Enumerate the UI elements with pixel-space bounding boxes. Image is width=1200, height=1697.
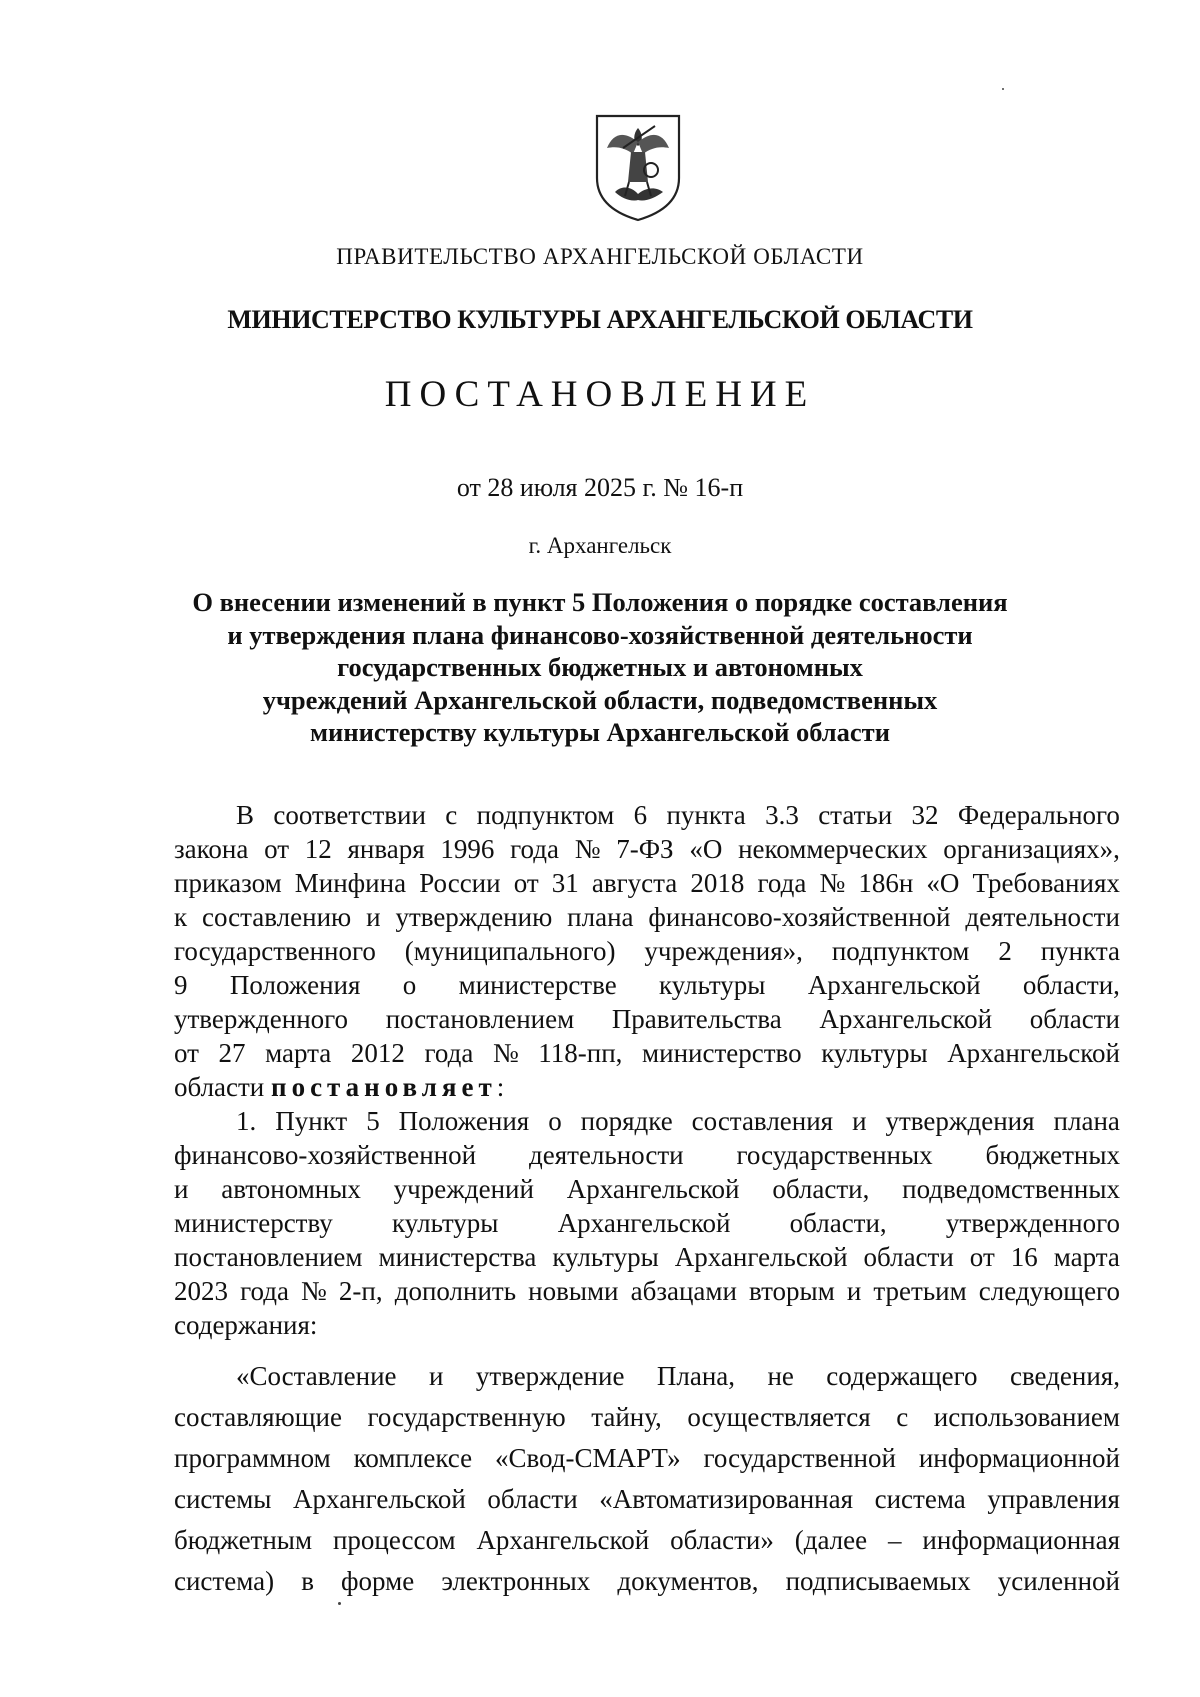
text-line [174,968,1120,1002]
word: процессом [332,1525,456,1555]
word: марта [265,1038,332,1068]
word: области [863,1242,954,1272]
item-1-paragraph [174,1104,1120,1342]
word: форме [341,1566,415,1596]
text-line [174,1104,1120,1138]
word: финансово-хозяйственной [174,1140,477,1170]
word: следующего [978,1276,1120,1306]
word: приказом [174,868,282,898]
text-line [174,1561,1120,1602]
word: сведения, [1009,1361,1120,1391]
word: от [264,834,290,864]
word: 2012 [350,1038,405,1068]
word: 2018 [690,868,745,898]
word: 9 [174,970,188,1000]
word: области» [670,1525,774,1555]
word: министерству [174,1208,333,1238]
preamble-paragraph [174,798,1120,1104]
word: года [240,1276,289,1306]
word: Требованиях [972,868,1120,898]
word: финансово-хозяйственной [648,902,951,932]
text-line [174,900,1120,934]
word: управления [987,1484,1120,1514]
word: составлению [202,902,352,932]
word: программном [174,1443,331,1473]
word: министерстве [458,970,617,1000]
word: России [419,868,501,898]
word: использованием [933,1402,1120,1432]
word: Положения [398,1106,530,1136]
coat-of-arms-emblem [593,112,683,224]
text-line [174,1274,1120,1308]
word: Архангельской [947,1038,1120,1068]
word: 7-ФЗ [616,834,674,864]
text-line [174,1138,1120,1172]
resolves-colon: : [496,1072,505,1102]
word: от [969,1242,995,1272]
word: области, [1022,970,1120,1000]
word: культуры [552,1242,659,1272]
scan-speck [1002,88,1004,90]
word: 186н [858,868,914,898]
word: комплексе [353,1443,473,1473]
word: составляющие [174,1402,342,1432]
word: 31 [551,868,579,898]
word: «Автоматизированная [599,1484,854,1514]
word: составления [691,1106,834,1136]
word: подписываемых [785,1566,971,1596]
word: культуры [821,1038,928,1068]
word: культуры [392,1208,499,1238]
text-line [174,1172,1120,1206]
title-line: государственных бюджетных и автономных [337,652,863,682]
word: 2-п, [338,1276,383,1306]
government-name: ПРАВИТЕЛЬСТВО АРХАНГЕЛЬСКОЙ ОБЛАСТИ [336,244,864,269]
word: Архангельской [557,1208,731,1238]
word: утверждения [885,1106,1035,1136]
word: государственной [703,1443,896,1473]
title-line: О внесении изменений в пункт 5 Положения о порядке составления [192,587,1008,617]
word: от [513,868,539,898]
word: января [347,834,425,864]
word: в [301,1566,314,1596]
word: № [492,1038,519,1068]
word: и [852,1106,867,1136]
word: Архангельской [819,1004,993,1034]
word: № [301,1276,327,1306]
word: Архангельской [566,1174,740,1204]
word: некоммерческих [738,834,928,864]
word: организациях», [943,834,1120,864]
word: информационная [922,1525,1120,1555]
word: постановлением [174,1242,363,1272]
word: третьим [873,1276,967,1306]
text-line-last: содержания: [174,1310,318,1340]
word: Положения [229,970,361,1000]
document-body [174,798,1120,1602]
text-line [174,1002,1120,1036]
word: «Свод-СМАРТ» [494,1443,681,1473]
text-line [174,1356,1120,1397]
word: марта [1053,1242,1120,1272]
word: 5 [366,1106,380,1136]
word: от [174,1038,199,1068]
text-line [174,934,1120,968]
preamble-last-word: области [174,1072,265,1102]
word: августа [591,868,678,898]
word: с [445,800,458,830]
word: 27 [218,1038,246,1068]
word: 1996 [440,834,495,864]
word: 2023 [174,1276,228,1306]
word: статьи [818,800,893,830]
word: постановлением [385,1004,575,1034]
word: (далее [794,1525,868,1555]
word: плана [567,902,634,932]
word: не [767,1361,794,1391]
city: г. Архангельск [528,533,672,558]
word: года [424,1038,474,1068]
word: министерства [378,1242,537,1272]
text-line [174,1036,1120,1070]
word: и [846,1276,862,1306]
quoted-paragraph [174,1356,1120,1602]
text-line [174,1240,1120,1274]
word: бюджетным [174,1525,313,1555]
word: государственного [174,936,376,966]
word: года [757,868,807,898]
word: к [174,902,188,932]
document-type: ПОСТАНОВЛЕНИЕ [384,374,816,415]
word: подпунктом [831,936,970,966]
word: соответствии [273,800,426,830]
word: и [366,902,381,932]
word: о [402,970,417,1000]
word: года [510,834,559,864]
word: Архангельской [674,1242,848,1272]
title-line: министерству культуры Архангельской области [310,717,890,747]
word: 12 [304,834,332,864]
text-line [174,1438,1120,1479]
ministry-name: МИНИСТЕРСТВО КУЛЬТУРЫ АРХАНГЕЛЬСКОЙ ОБЛАСТИ [227,305,973,334]
word: области, [772,1174,870,1204]
word: Минфина [294,868,407,898]
word: подпунктом [476,800,615,830]
word: бюджетных [985,1140,1120,1170]
word: и [428,1361,444,1391]
word: 32 [911,800,939,830]
word: области [487,1484,578,1514]
document-title [0,586,1200,749]
word: утверждение [475,1361,625,1391]
word: государственную [367,1402,566,1432]
word: о [548,1106,562,1136]
text-line-last [174,1070,1120,1104]
word: «О [689,834,723,864]
text-line [174,866,1120,900]
word: деятельности [965,902,1120,932]
word: В [236,800,255,830]
text-line [174,1206,1120,1240]
word: 6 [633,800,648,830]
word: абзацами [630,1276,737,1306]
word: Архангельской [476,1525,650,1555]
word: 3.3 [765,800,799,830]
word: 2 [998,936,1012,966]
word: утвержденного [945,1208,1120,1238]
word: Плана, [656,1361,736,1391]
word: тайну, [591,1402,662,1432]
word: 1. [236,1106,257,1136]
scan-speck [338,1602,341,1605]
word: «Составление [236,1361,397,1391]
word: № [819,868,846,898]
word: – [888,1525,902,1555]
word: осуществляется [687,1402,871,1432]
word: культуры [659,970,766,1000]
word: № [574,834,601,864]
word: новыми [528,1276,619,1306]
word: государственных [736,1140,933,1170]
word: 118-пп, [538,1038,623,1068]
word: документов, [617,1566,759,1596]
word: области [1029,1004,1120,1034]
word: системы [174,1484,272,1514]
word: деятельности [529,1140,684,1170]
word: области, [789,1208,887,1238]
word: подведомственных [902,1174,1120,1204]
word: учреждения», [644,936,803,966]
resolves-word: постановляет [271,1072,497,1102]
word: автономных [221,1174,361,1204]
word: «О [926,868,960,898]
title-line: и утверждения плана финансово-хозяйственной деятельности [227,619,973,650]
word: утвержденного [174,1004,349,1034]
title-line: учреждений Архангельской области, подведомственных [262,684,938,715]
word: электронных [441,1566,591,1596]
word: Пункт [275,1106,348,1136]
word: Архангельской [293,1484,466,1514]
word: информационной [918,1443,1120,1473]
word: с [896,1402,909,1432]
word: содержащего [826,1361,978,1391]
word: система [874,1484,966,1514]
text-line [174,832,1120,866]
word: Правительства [611,1004,782,1034]
date-and-number: от 28 июля 2025 г. № 16-п [456,473,744,502]
word: система) [174,1566,275,1596]
word: и [174,1174,189,1204]
word: закона [174,834,249,864]
word: Федерального [957,800,1120,830]
word: 16 [1010,1242,1038,1272]
word: (муниципального) [404,936,616,966]
word: учреждений [393,1174,534,1204]
word: пункта [1040,936,1120,966]
word: пункта [666,800,746,830]
word: вторым [749,1276,835,1306]
word: утверждению [395,902,553,932]
text-line [174,1397,1120,1438]
text-line [174,1520,1120,1561]
text-line [174,798,1120,832]
word: порядке [580,1106,673,1136]
word: министерство [642,1038,802,1068]
word: Архангельской [807,970,981,1000]
word: дополнить [394,1276,517,1306]
text-line [174,1479,1120,1520]
word: плана [1053,1106,1120,1136]
word: усиленной [997,1566,1120,1596]
